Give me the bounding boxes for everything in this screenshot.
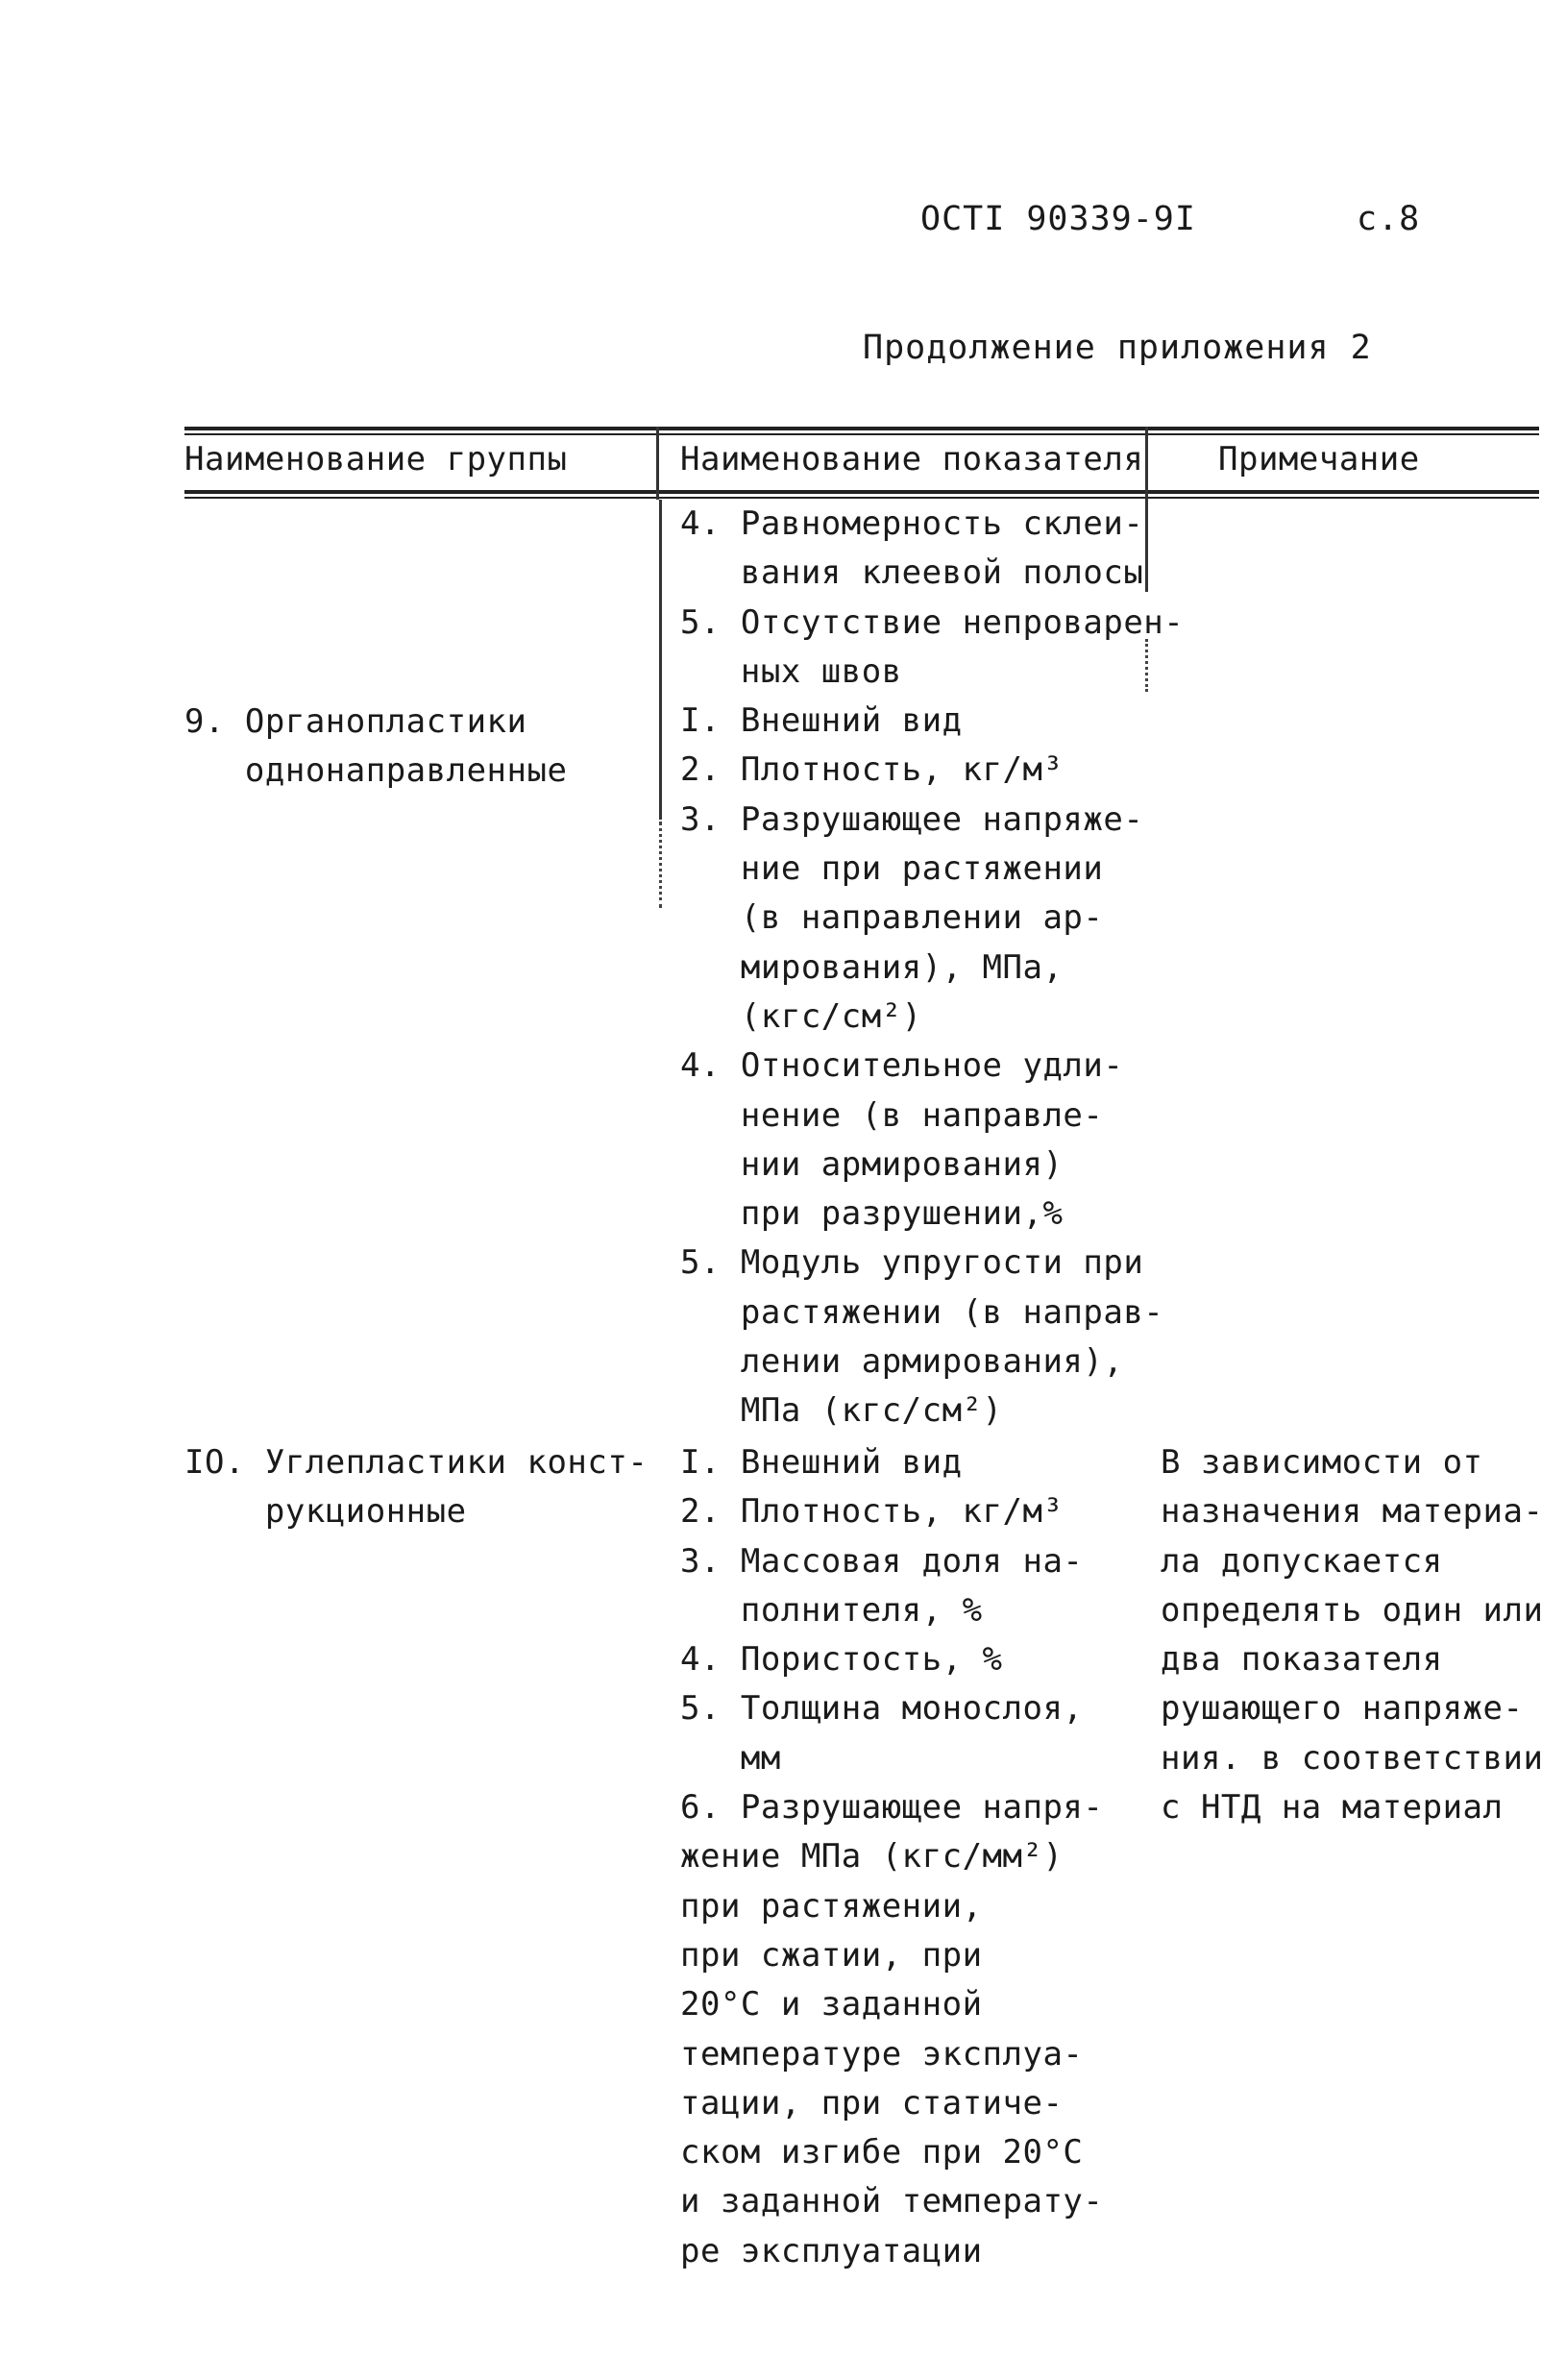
- header-bottom-rule: [184, 490, 1539, 494]
- column-divider-1-body: [659, 500, 662, 820]
- indicator-line: тации, при статиче-: [680, 2083, 1064, 2122]
- note-line: ния. в соответствии: [1161, 1738, 1544, 1778]
- indicator-line: ных швов: [680, 651, 902, 691]
- indicator-line: 6. Разрушающее напря-: [680, 1788, 1104, 1828]
- group-10-indicators: [680, 1438, 1103, 2276]
- indicator-line: при сжатии, при: [680, 1935, 983, 1975]
- column-divider-1-dotted: [659, 822, 662, 908]
- indicator-line: I. Внешний вид: [680, 1443, 963, 1482]
- indicator-line: мм: [680, 1738, 781, 1778]
- group-10-name: [184, 1438, 648, 1537]
- indicator-line: при растяжении,: [680, 1886, 983, 1926]
- note-line: назначения материа-: [1161, 1492, 1544, 1532]
- group-name-line: IO. Углепластики конст-: [184, 1443, 648, 1482]
- table-top-rule-inner: [184, 433, 1539, 435]
- indicator-line: мирования), МПа,: [680, 947, 1064, 987]
- indicator-line: 3. Разрушающее напряже-: [680, 799, 1144, 839]
- indicator-line: (в направлении ар-: [680, 898, 1104, 938]
- indicator-line: ре эксплуатации: [680, 2231, 983, 2270]
- indicator-line: 4. Пористость, %: [680, 1640, 1003, 1680]
- note-line: В зависимости от: [1161, 1443, 1483, 1482]
- indicator-line: лении армирования),: [680, 1342, 1124, 1382]
- group-name-line: однонаправленные: [184, 751, 568, 791]
- group-9-name: [184, 698, 567, 797]
- indicator-line: при разрушении,%: [680, 1194, 1064, 1234]
- group-name-line: рукционные: [184, 1492, 467, 1532]
- indicator-line: 4. Равномерность склеи-: [680, 504, 1144, 543]
- indicator-line: жение МПа (кгс/мм²): [680, 1837, 1064, 1877]
- table-top-rule: [184, 427, 1539, 430]
- indicator-line: 2. Плотность, кг/м³: [680, 750, 1064, 790]
- column-divider-1: [656, 427, 659, 500]
- page-number: с.8: [1357, 200, 1421, 238]
- indicator-line: температуре эксплуа-: [680, 2034, 1084, 2073]
- indicator-line: нение (в направле-: [680, 1095, 1104, 1135]
- indicator-line: I. Внешний вид: [680, 701, 963, 741]
- continuation-title: Продолжение приложения 2: [863, 329, 1372, 367]
- note-line: два показателя: [1161, 1640, 1443, 1680]
- indicator-line: 5. Модуль упругости при: [680, 1243, 1144, 1283]
- indicator-line: 2. Плотность, кг/м³: [680, 1492, 1064, 1532]
- indicator-line: 4. Относительное удли-: [680, 1046, 1124, 1086]
- indicator-line: 5. Отсутствие непроварен-: [680, 602, 1185, 642]
- note-line: рушающего напряже-: [1161, 1689, 1524, 1729]
- indicator-line: растяжении (в направ-: [680, 1292, 1164, 1332]
- note-line: ла допускается: [1161, 1541, 1443, 1581]
- indicator-line: МПа (кгс/см²): [680, 1391, 1003, 1431]
- indicator-line: нии армирования): [680, 1144, 1064, 1184]
- note-line: определять один или: [1161, 1590, 1544, 1630]
- note-line: с НТД на материал: [1161, 1788, 1504, 1828]
- prev-group-indicators: [680, 500, 1184, 1436]
- group-name-line: 9. Органопластики: [184, 702, 527, 741]
- indicator-line: 5. Толщина монослоя,: [680, 1689, 1084, 1729]
- indicator-line: (кгс/см²): [680, 996, 922, 1036]
- header-bottom-rule-inner: [184, 497, 1539, 499]
- indicator-line: ние при растяжении: [680, 849, 1104, 889]
- indicator-line: 20°С и заданной: [680, 1985, 983, 2024]
- column-header-note: Примечание: [1218, 440, 1420, 478]
- column-header-indicator: Наименование показателя: [680, 440, 1144, 478]
- indicator-line: ском изгибе при 20°С: [680, 2133, 1084, 2172]
- indicator-line: вания клеевой полосы: [680, 553, 1144, 593]
- column-header-group: Наименование группы: [184, 440, 568, 478]
- group-10-note: [1161, 1438, 1543, 1832]
- indicator-line: и заданной температу-: [680, 2182, 1104, 2221]
- document-code: ОСТI 90339-9I: [920, 200, 1196, 238]
- indicator-line: полнителя, %: [680, 1590, 983, 1630]
- indicator-line: 3. Массовая доля на-: [680, 1541, 1084, 1581]
